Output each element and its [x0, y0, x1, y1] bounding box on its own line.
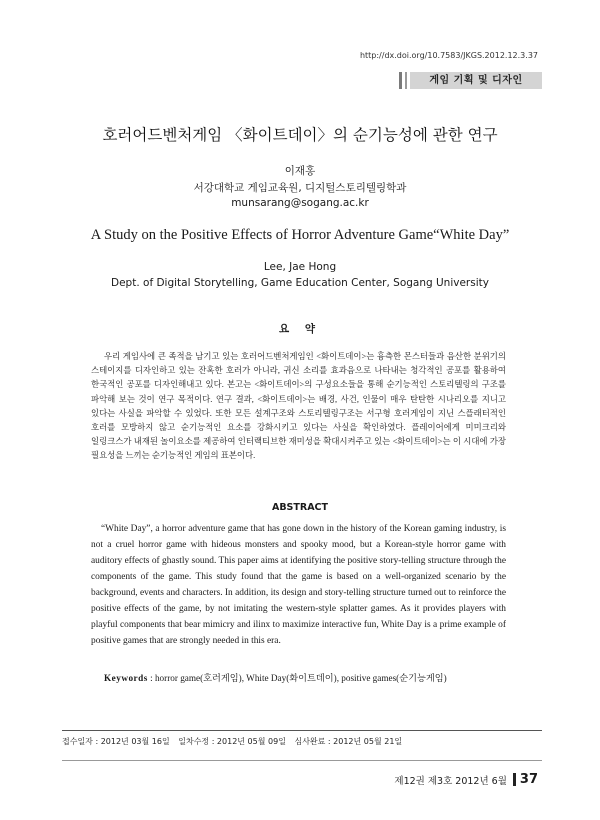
paper-title-english: A Study on the Positive Effects of Horror Adventure Game“White Day” [90, 227, 510, 243]
paper-title-korean: 호러어드벤처게임 〈화이트데이〉의 순기능성에 관한 연구 [102, 126, 498, 144]
submission-dates [62, 736, 408, 747]
keywords-text: : horror game(호러게임), White Day(화이트데이), positive games(순기능게임) [150, 673, 447, 683]
category-label: 게임 기획 및 디자인 [410, 72, 542, 89]
revised-date: 일차수정 : 2012년 05월 09일 [178, 737, 286, 746]
issue-info: 제12권 제3호 2012년 6월 [394, 775, 507, 787]
page-number: 37 [519, 772, 538, 787]
category-banner [399, 72, 542, 89]
author-name-english: Lee, Jae Hong [263, 261, 337, 273]
affiliation-korean: 서강대학교 게임교육원, 디지털스토리텔링학과 [193, 182, 407, 194]
abstract-korean: 우리 게임사에 큰 족적을 남기고 있는 호러어드벤처게임인 <화이트데이>는 흉측한 몬스터들과 음산한 분위기의 스테이지를 디자인하고 있는 잔혹한 호러가 아니라, 귀신 소리를 효과음으로 나타내는 청각적인 공포를 활용하여 한국적인 공포를 디자인해내고 있다. 본고는 <화이트데이>의 구성요소들을 통해 순기능적인 스토리텔링의 구조를 파악해 보는 것이 연구 목적이다. 연구 결과, <화이트데이>는 배경, 사건, 인물이 매우 탄탄한 시나리오를 지니고 있다는 사실을 파악할 수 있었다. 또한 모든 설계구조와 스토리텔링구조는 서구형 호러게임이 지닌 스플래터적인 호러를 모방하지 않고 순기능적인 요소를 강화시키고 있다는 사실을 확인하였다. 플레이어에게 미미크리와 일링크스가 내재된 놀이요소를 제공하여 인터랙티브한 재미성을 확대시켜주고 있는 <화이트데이>는 이 시대에 가장 필요성을 느끼는 순기능적인 게임의 표본이다. [91, 352, 506, 461]
affiliation-english: Dept. of Digital Storytelling, Game Education Center, Sogang University [111, 277, 489, 289]
page-footer [394, 772, 538, 787]
category-stripe [399, 72, 402, 89]
abstract-english: “White Day”, a horror adventure game that has gone down in the history of the Korean gaming industry, is not a cruel horror game with hideous monsters and spooky mood, but a Korean-style horror game with auditory effects of ghastly sound. This paper aims at identifying the positive story-telling structure through the components of the game. This study found that the game is based on a well-organized scenario by the background, events and characters. In addition, its design and story-telling structure turned out to reinforce the positive effects of the game, by not imitating the western-style splatter games. As it provides players with playful components that bear mimicry and ilinx to maximize interactive fun, White Day is a prime example of positive games that are strongly needed in this era. [91, 524, 506, 646]
keywords [104, 670, 524, 684]
keywords-label: Keywords [104, 673, 148, 683]
accepted-date: 심사완료 : 2012년 05월 21일 [294, 737, 403, 746]
abstract-heading-korean: 요 약 [279, 323, 321, 335]
doi-link[interactable]: http://dx.doi.org/10.7583/JKGS.2012.12.3.37 [359, 51, 538, 60]
author-email[interactable]: munsarang@sogang.ac.kr [231, 197, 369, 209]
abstract-heading-english: ABSTRACT [271, 502, 329, 513]
footer-divider [62, 760, 542, 761]
footer-bar [513, 773, 516, 786]
category-stripe [405, 72, 407, 89]
received-date: 접수일자 : 2012년 03월 16일 [62, 737, 170, 746]
author-name-korean: 이재홍 [284, 165, 316, 177]
divider [62, 730, 542, 731]
